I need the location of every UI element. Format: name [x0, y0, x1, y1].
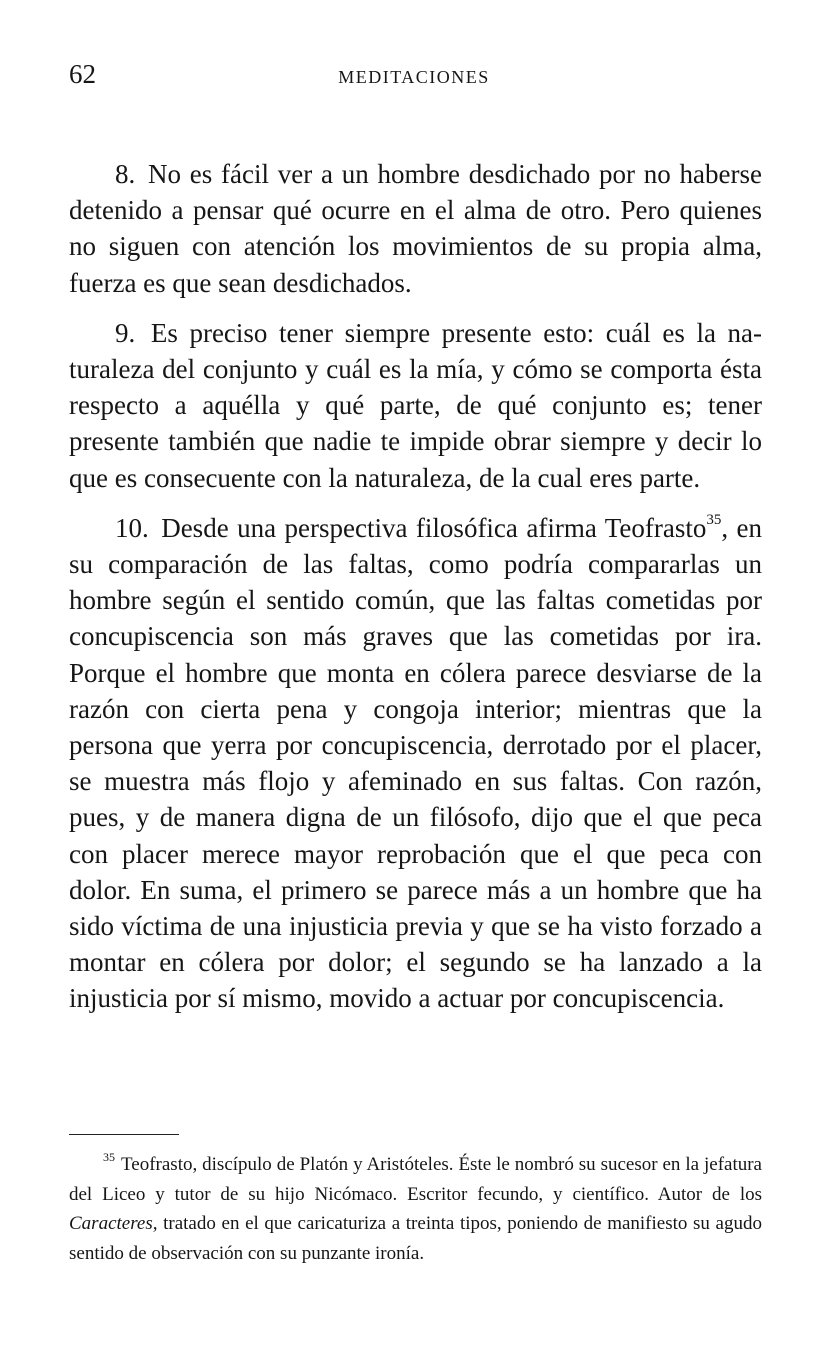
running-title: MEDITACIONES	[338, 67, 490, 87]
paragraph-number: 8.	[115, 159, 136, 189]
paragraph-9	[69, 315, 762, 496]
paragraph-text-rest: , en su comparación de las faltas, como podría compararlas un hombre según el sentido común, que las faltas cometidas por concupiscencia son más graves que las cometidas por ira. Porque el hombre que monta en cólera parece desviarse de la razón con cierta pena y congoja interior; mientras que la persona que yerra por concupiscencia, derrotado por el placer, se muestra más flojo y afeminado en sus faltas. Con razón, pues, y de manera digna de un filósofo, dijo que el que peca con placer merece mayor reprobación que el que peca con dolor. En suma, el primero se parece más a un hombre que ha sido víctima de una injusticia previa y que se ha visto forzado a montar en cólera por dolor; el segundo se ha lanzado a la injusticia por sí mismo, movido a actuar por concupiscencia.	[69, 512, 763, 1014]
paragraph-number: 9.	[115, 317, 136, 348]
paragraph-number: 10.	[115, 512, 149, 543]
footnote-reference: 35	[706, 511, 722, 528]
paragraph-8	[69, 156, 762, 301]
footnote-divider	[69, 1134, 179, 1135]
footnote	[69, 1150, 762, 1268]
main-text	[69, 156, 762, 1031]
footnote-marker: 35	[103, 1149, 115, 1164]
paragraph-text: Es preciso tener siempre presente esto: cuál es la naturaleza del conjunto y cuál es la mía, y cómo se comporta ésta respecto a aquélla y qué parte, de qué conjunto es; tener presente también que nadie te impide obrar siempre y decir lo que es consecuente con la naturaleza, de la cual eres parte.	[69, 317, 763, 493]
footnote-text-start: Teofrasto, discípulo de Platón y Aristóteles. Éste le nombró su sucesor en la jefatura del Liceo y tutor de su hijo Nicómaco. Escritor fecundo, y científico. Autor de los	[69, 1154, 762, 1205]
paragraph-10	[69, 510, 762, 1017]
footnote-book-title: Caracteres,	[69, 1213, 158, 1235]
page-number: 62	[69, 59, 96, 89]
paragraph-text-start: Desde una perspectiva filosófica afirma Teofrasto	[161, 512, 707, 543]
footnote-text-end: tratado en el que caricaturiza a treinta tipos, poniendo de manifiesto su agudo sentido de observación con su punzante ironía.	[69, 1213, 762, 1264]
paragraph-text: No es fácil ver a un hombre desdichado por no haberse detenido a pensar qué ocurre en el alma de otro. Pero quienes no siguen con atención los movimientos de su propia alma, fuerza es que sean desdichados.	[69, 159, 763, 298]
